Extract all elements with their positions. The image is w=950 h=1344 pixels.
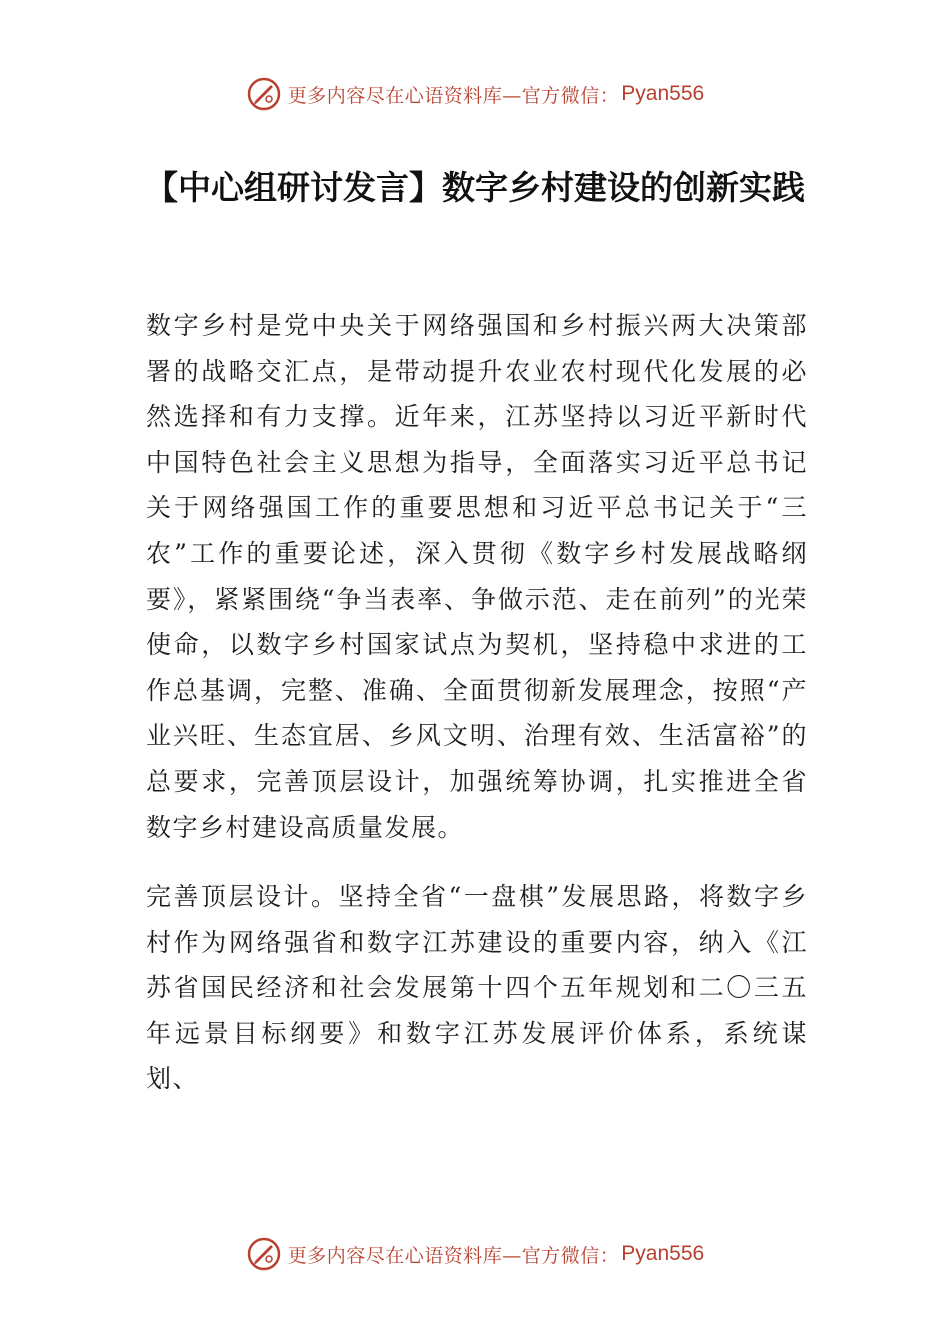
footer-banner-text: 更多内容尽在心语资料库—官方微信： xyxy=(287,1244,620,1267)
body-paragraph-1: 数字乡村是党中央关于网络强国和乡村振兴两大决策部署的战略交汇点，是带动提升农业农村现代化发展的必然选择和有力支撑。近年来，江苏坚持以习近平新时代中国特色社会主义思想为指导，全面落实习近平总书记关于网络强国工作的重要思想和习近平总书记关于“三农”工作的重要论述，深入贯彻《数字乡村发展战略纲要》，紧紧围绕“争当表率、争做示范、走在前列”的光荣使命，以数字乡村国家试点为契机，坚持稳中求进的工作总基调，完整、准确、全面贯彻新发展理念，按照“产业兴旺、生态宜居、乡风文明、治理有效、生活富裕”的总要求，完善顶层设计，加强统筹协调，扎实推进全省数字乡村建设高质量发展。 xyxy=(146,311,808,842)
pen-nib-logo-icon xyxy=(246,76,282,112)
page-title: 【中心组研讨发言】数字乡村建设的创新实践 xyxy=(145,168,805,207)
header-banner xyxy=(0,72,950,116)
pen-nib-logo-icon xyxy=(246,1236,282,1272)
footer-banner xyxy=(0,1232,950,1276)
footer-wechat-id: Pyan556 xyxy=(621,1242,705,1265)
header-wechat-id: Pyan556 xyxy=(621,82,705,105)
header-banner-text: 更多内容尽在心语资料库—官方微信： xyxy=(287,84,620,107)
body-paragraph-2: 完善顶层设计。坚持全省“一盘棋”发展思路，将数字乡村作为网络强省和数字江苏建设的重要内容，纳入《江苏省国民经济和社会发展第十四个五年规划和二〇三五年远景目标纲要》和数字江苏发展评价体系，系统谋划、 xyxy=(146,882,808,1094)
